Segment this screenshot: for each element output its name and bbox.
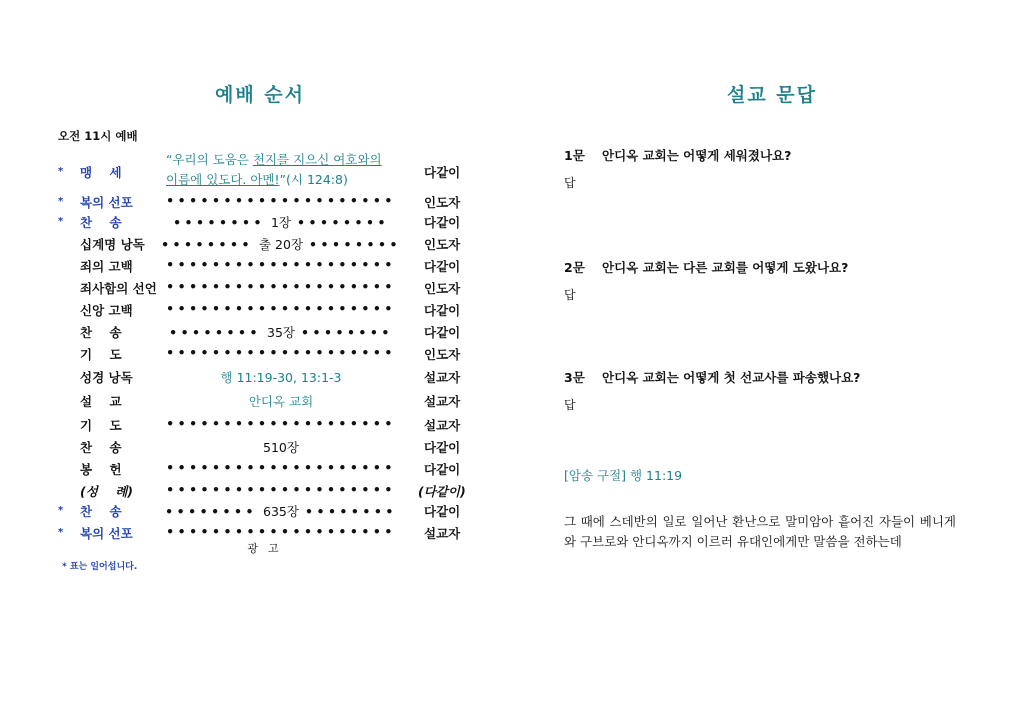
order-of-worship-title: 예배 순서: [214, 84, 306, 106]
question-number: 3문: [564, 370, 585, 385]
worship-order-row: [58, 392, 478, 414]
dots: ••••••••••••••••••••: [166, 460, 396, 475]
order-item-leader: 인도자: [424, 347, 461, 362]
order-item-text: 찬 송: [80, 215, 122, 230]
order-item-detail: 1장: [270, 215, 292, 230]
standing-mark-icon: *: [58, 527, 64, 538]
dots: ••••••••••••••••••••: [166, 345, 396, 360]
standing-mark-icon: *: [58, 196, 64, 207]
worship-order-row: [58, 345, 478, 367]
worship-order-row: [58, 193, 478, 215]
worship-order-row: [58, 438, 478, 460]
order-item-text: 찬 송: [80, 325, 122, 340]
order-item-text: 복의 선포: [80, 526, 133, 541]
order-item-leader: 다같이: [424, 440, 461, 455]
order-item-leader: 다같이: [424, 325, 461, 340]
order-item-leader: 인도자: [424, 237, 461, 252]
dots: ••••••••: [173, 215, 265, 230]
service-time: 오전 11시 예배: [58, 129, 138, 143]
worship-order-row: [58, 416, 478, 438]
question-text: 안디옥 교회는 어떻게 첫 선교사를 파송했나요?: [602, 370, 861, 385]
order-item-leader: 다같이: [424, 462, 461, 477]
order-item-detail: 35장: [267, 325, 295, 340]
dots: ••••••••: [165, 504, 258, 519]
dot-leader: [156, 193, 406, 208]
dot-leader: [156, 323, 406, 341]
question-text: 안디옥 교회는 어떻게 세워졌나요?: [602, 148, 792, 163]
order-item-leader: 다같이: [424, 165, 461, 180]
worship-order-row: [58, 460, 478, 482]
dot-leader: [156, 438, 406, 456]
order-item-detail: 635장: [263, 504, 299, 519]
worship-order-row: [58, 323, 478, 345]
dot-leader: [156, 345, 406, 360]
dots: ••••••••••••••••••••: [166, 524, 396, 539]
order-item-text: 죄사함의 선언: [80, 281, 157, 296]
order-item-text: 기 도: [80, 418, 122, 433]
order-item-detail: 510장: [263, 440, 299, 455]
dot-leader: [156, 524, 406, 539]
question-number: 1문: [564, 148, 585, 163]
sermon-qa-title: 설교 문답: [726, 84, 818, 106]
order-item-text: 봉 헌: [80, 462, 122, 477]
order-item-text: 복의 선포: [80, 195, 133, 210]
order-item-leader: (다같이): [418, 484, 466, 499]
dots: ••••••••: [309, 237, 401, 252]
dot-leader: [156, 301, 406, 316]
answer-label: 답: [564, 398, 576, 412]
order-item-text: 기 도: [80, 347, 122, 362]
worship-order-row: [58, 502, 478, 524]
order-item-text: (성 례): [80, 484, 133, 499]
order-item-text: 맹 세: [80, 165, 122, 180]
order-item-leader: 인도자: [424, 281, 461, 296]
dots: ••••••••: [300, 325, 393, 340]
order-item-leader: 인도자: [424, 195, 461, 210]
memory-verse-heading: [암송 구절] 행 11:19: [564, 468, 683, 483]
order-item-leader: 설교자: [424, 370, 461, 385]
dots: ••••••••••••••••••••: [166, 301, 396, 316]
order-item-text: 신앙 고백: [80, 303, 133, 318]
question-2: [564, 258, 964, 302]
memory-verse-text: 그 때에 스데반의 일로 일어난 환난으로 말미암아 흩어진 자들이 베니게와 구브로와 안디옥까지 이르러 유대인에게만 말씀을 전하는데: [564, 514, 956, 549]
order-item-text: 찬 송: [80, 440, 122, 455]
order-item-text: 죄의 고백: [80, 259, 133, 274]
question-3: [564, 368, 964, 412]
dots: ••••••••: [297, 215, 389, 230]
dot-leader: [156, 482, 406, 497]
dot-leader: [156, 368, 406, 386]
answer-label: 답: [564, 176, 576, 190]
order-item-leader: 설교자: [424, 526, 461, 541]
standing-mark-icon: *: [58, 505, 64, 516]
order-item-leader: 설교자: [424, 418, 461, 433]
worship-order-row: [58, 257, 478, 279]
announcements-label: 광고: [247, 542, 289, 555]
dot-leader: [156, 213, 406, 231]
order-item-leader: 다같이: [424, 504, 461, 519]
dots: ••••••••••••••••••••: [166, 482, 396, 497]
order-item-detail: 안디옥 교회: [248, 394, 314, 409]
dot-leader: [156, 502, 406, 520]
dot-leader: [156, 392, 406, 410]
question-number: 2문: [564, 260, 585, 275]
question-1: [564, 146, 964, 190]
dot-leader: [156, 416, 406, 431]
order-item-leader: 다같이: [424, 215, 461, 230]
question-text: 안디옥 교회는 다른 교회를 어떻게 도왔나요?: [602, 260, 849, 275]
order-item-detail: 출 20장: [258, 237, 304, 252]
worship-order-row: [58, 368, 478, 390]
worship-order-row: [58, 163, 478, 185]
dots: ••••••••••••••••••••: [166, 193, 396, 208]
worship-order-row: [58, 213, 478, 235]
order-item-leader: 다같이: [424, 259, 461, 274]
order-item-detail: 행 11:19-30, 13:1-3: [220, 370, 342, 385]
standing-mark-icon: *: [58, 216, 64, 227]
creed-underlined-2: 이름에 있도다. 아멘!: [166, 172, 280, 187]
creed-underlined-1: 천지를 지으신 여호와의: [252, 152, 382, 167]
worship-order-row: [58, 279, 478, 301]
dot-leader: [156, 235, 406, 253]
worship-order-row: [58, 235, 478, 257]
worship-order-row: [58, 482, 478, 504]
creed-close: ”(시 124:8): [279, 172, 348, 187]
order-item-text: 십계명 낭독: [80, 237, 145, 252]
standing-footnote: * 표는 일어섭니다.: [62, 562, 138, 572]
answer-label: 답: [564, 288, 576, 302]
dot-leader: [156, 279, 406, 294]
creed-open: “우리의 도움은: [166, 152, 253, 167]
dots: ••••••••••••••••••••: [166, 416, 396, 431]
order-item-text: 성경 낭독: [80, 370, 133, 385]
standing-mark-icon: *: [58, 166, 64, 177]
dots: ••••••••: [169, 325, 261, 340]
order-item-text: 찬 송: [80, 504, 122, 519]
dots: ••••••••: [161, 237, 253, 252]
order-item-leader: 설교자: [424, 394, 461, 409]
dots: ••••••••••••••••••••: [166, 257, 396, 272]
dots: ••••••••••••••••••••: [166, 279, 396, 294]
order-item-text: 설 교: [80, 394, 122, 409]
dots: ••••••••: [304, 504, 397, 519]
dot-leader: [156, 460, 406, 475]
order-item-leader: 다같이: [424, 303, 461, 318]
worship-order-row: [58, 301, 478, 323]
dot-leader: [156, 257, 406, 272]
